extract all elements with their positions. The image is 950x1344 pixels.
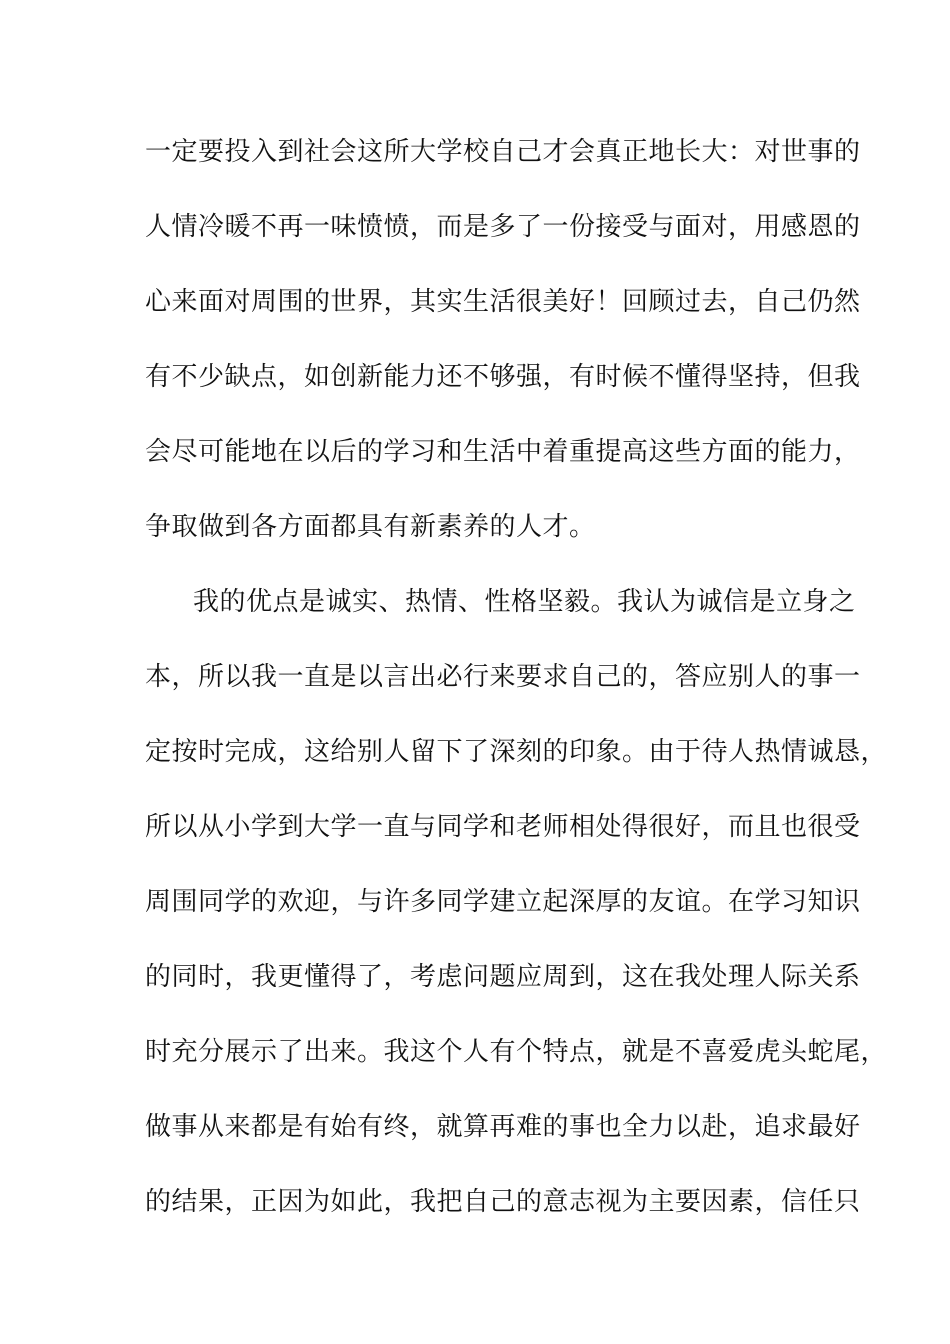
text-line: 心来面对周围的世界，其实生活很美好！回顾过去，自己仍然 (145, 287, 861, 317)
text-line: 本，所以我一直是以言出必行来要求自己的，答应别人的事一 (145, 662, 861, 692)
paragraph-start-line: 我的优点是诚实、热情、性格坚毅。我认为诚信是立身之 (193, 587, 856, 617)
text-line: 所以从小学到大学一直与同学和老师相处得很好，而且也很受 (145, 812, 861, 842)
text-line: 争取做到各方面都具有新素养的人才。 (145, 512, 596, 542)
text-line: 定按时完成，这给别人留下了深刻的印象。由于待人热情诚恳， (145, 737, 888, 767)
text-line: 一定要投入到社会这所大学校自己才会真正地长大：对世事的 (145, 137, 861, 167)
text-line: 的结果，正因为如此，我把自己的意志视为主要因素，信任只 (145, 1187, 861, 1217)
text-line: 会尽可能地在以后的学习和生活中着重提高这些方面的能力， (145, 437, 861, 467)
text-line: 有不少缺点，如创新能力还不够强，有时候不懂得坚持，但我 (145, 362, 861, 392)
body-text (145, 128, 888, 1253)
text-line: 的同时，我更懂得了，考虑问题应周到，这在我处理人际关系 (145, 962, 861, 992)
text-line: 做事从来都是有始有终，就算再难的事也全力以赴，追求最好 (145, 1112, 861, 1142)
text-line: 周围同学的欢迎，与许多同学建立起深厚的友谊。在学习知识 (145, 887, 861, 917)
text-line: 时充分展示了出来。我这个人有个特点，就是不喜爱虎头蛇尾， (145, 1037, 888, 1067)
text-line: 人情冷暖不再一味愤愤，而是多了一份接受与面对，用感恩的 (145, 212, 861, 242)
